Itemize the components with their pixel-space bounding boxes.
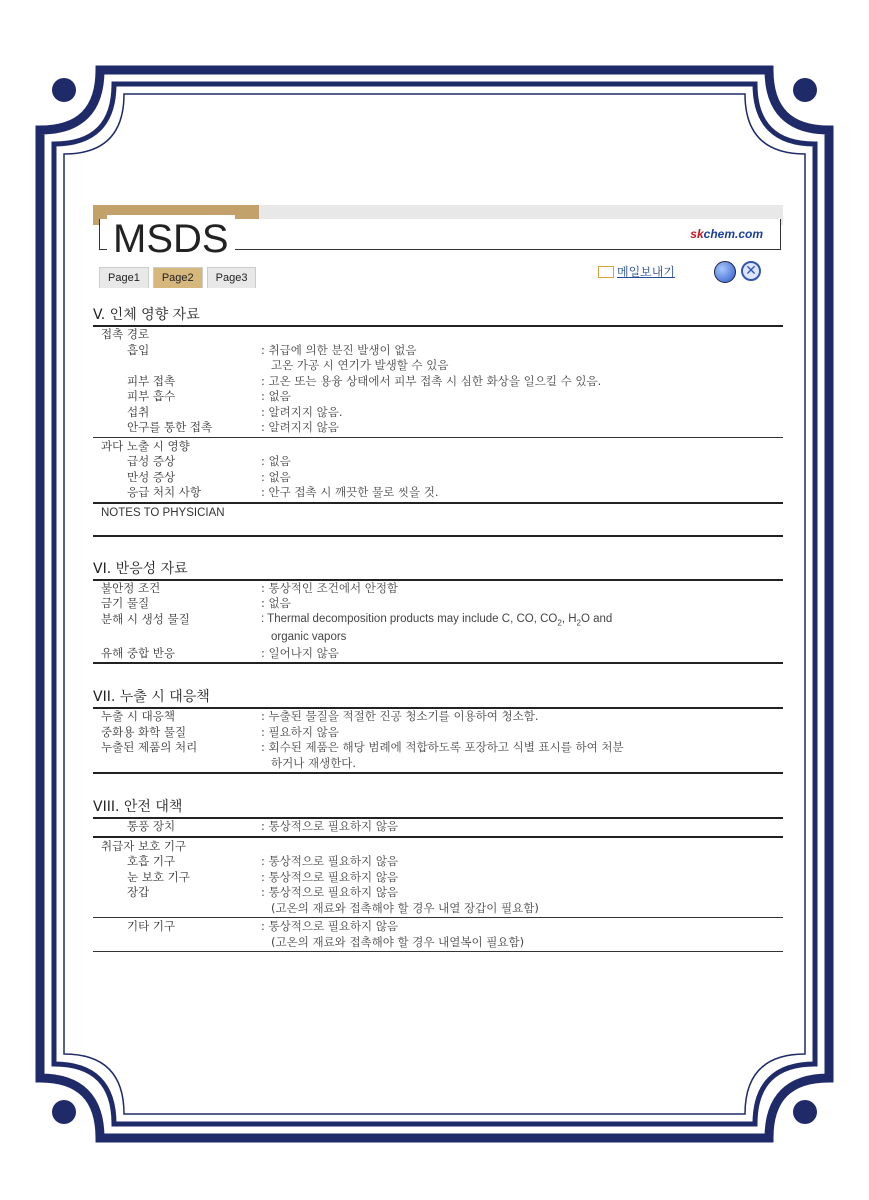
corner-dot-br: [793, 1100, 817, 1124]
row-label: 누출된 제품의 처리: [101, 740, 198, 755]
row-value: : 고온 또는 용융 상태에서 피부 접촉 시 심한 화상을 일으킬 수 있음.: [261, 373, 602, 388]
notes-to-physician: NOTES TO PHYSICIAN: [93, 505, 783, 537]
row-value-cont: 하거나 재생한다.: [271, 755, 357, 770]
row-value: : 필요하지 않음: [261, 724, 339, 739]
row-label: 기타 기구: [127, 919, 176, 934]
close-icon[interactable]: ✕: [741, 261, 761, 281]
row-value: : 없음: [261, 596, 291, 610]
ppe-group: [93, 839, 783, 919]
reactivity-group: [93, 581, 783, 665]
row-label: 응급 처치 사항: [127, 485, 201, 499]
row-value: : 일어나지 않음: [261, 645, 339, 660]
row-label: 통풍 장치: [127, 819, 176, 834]
section-v: [93, 304, 783, 537]
row-value-cont: (고온의 재료와 접촉해야 할 경우 내열 장갑이 필요함): [271, 900, 539, 915]
row-label: 금기 물질: [101, 596, 150, 610]
other-equipment-group: [93, 919, 783, 952]
row-value: : 통상적으로 필요하지 않음: [261, 919, 399, 934]
mail-icon: [598, 266, 614, 278]
row-label: 안구를 통한 접촉: [127, 420, 213, 434]
section-title: VII. 누출 시 대응책: [93, 686, 783, 709]
group-heading: 접촉 경로: [101, 327, 150, 341]
row-label: 만성 증상: [127, 469, 176, 484]
corner-dot-tr: [793, 78, 817, 102]
ventilation-group: [93, 819, 783, 838]
brand-logo[interactable]: skchem.com: [690, 227, 763, 241]
row-label: 급성 증상: [127, 454, 176, 468]
row-label: 유해 중합 반응: [101, 645, 175, 660]
tab-page3[interactable]: Page3: [207, 267, 257, 288]
section-title: VI. 반응성 자료: [93, 558, 783, 581]
msds-document: [93, 205, 783, 953]
row-value: : 알려지지 않음: [261, 420, 339, 434]
corner-dot-tl: [52, 78, 76, 102]
section-vii: [93, 686, 783, 774]
row-value: : 없음: [261, 469, 291, 484]
row-value: : 취급에 의한 분진 발생이 없음: [261, 342, 417, 357]
row-value: : 없음: [261, 454, 291, 468]
group-heading: 과다 노출 시 영향: [101, 438, 190, 453]
row-label: 피부 접촉: [127, 373, 176, 388]
page-tabs: [99, 267, 260, 288]
row-label: 장갑: [127, 885, 150, 900]
overexposure-group: [93, 439, 783, 504]
row-label: 눈 보호 기구: [127, 869, 190, 884]
section-viii: [93, 796, 783, 952]
row-value: : 없음: [261, 389, 291, 403]
section-title: V. 인체 영향 자료: [93, 304, 783, 327]
row-label: 흡입: [127, 342, 150, 357]
row-label: 중화용 화학 물질: [101, 724, 187, 739]
row-value: : 통상적인 조건에서 안정함: [261, 580, 399, 595]
row-value: : 회수된 제품은 해당 범례에 적합하도록 포장하고 식별 표시를 하여 처분: [261, 740, 624, 755]
tab-page1[interactable]: Page1: [99, 267, 149, 288]
tab-page2[interactable]: Page2: [153, 267, 203, 288]
group-heading: 취급자 보호 기구: [101, 838, 187, 853]
print-icon[interactable]: [714, 261, 736, 283]
row-value: : 통상적으로 필요하지 않음: [261, 869, 399, 884]
exposure-route-group: [93, 327, 783, 438]
row-value-cont: organic vapors: [271, 631, 347, 644]
email-link[interactable]: [598, 263, 675, 280]
row-label: 누출 시 대응책: [101, 709, 175, 724]
row-value: : 누출된 물질을 적절한 진공 청소기를 이용하여 청소함.: [261, 709, 539, 724]
page-title: MSDS: [107, 215, 235, 263]
row-value: : 통상적으로 필요하지 않음: [261, 819, 399, 834]
section-title: VIII. 안전 대책: [93, 796, 783, 819]
section-vi: [93, 558, 783, 665]
row-value-cont: (고온의 재료와 접촉해야 할 경우 내열복이 필요함): [271, 934, 525, 949]
row-value: : 알려지지 않음.: [261, 404, 343, 419]
msds-header: [93, 205, 783, 297]
email-label: 메일보내기: [617, 265, 675, 279]
row-label: 불안정 조건: [101, 580, 161, 595]
row-label: 피부 흡수: [127, 389, 176, 403]
spill-group: [93, 709, 783, 774]
row-value: : 안구 접촉 시 깨끗한 물로 씻을 것.: [261, 485, 439, 499]
row-label: 분해 시 생성 물질: [101, 611, 190, 626]
row-label: 호흡 기구: [127, 854, 176, 869]
row-label: 섭취: [127, 404, 150, 419]
corner-dot-bl: [52, 1100, 76, 1124]
row-value: : Thermal decomposition products may include C, CO, $CO_2$, $H_2O$ and: [261, 612, 613, 627]
row-value: : 통상적으로 필요하지 않음: [261, 885, 399, 900]
row-value-cont: 고온 가공 시 연기가 발생할 수 있음: [271, 358, 449, 372]
row-value: : 통상적으로 필요하지 않음: [261, 854, 399, 869]
